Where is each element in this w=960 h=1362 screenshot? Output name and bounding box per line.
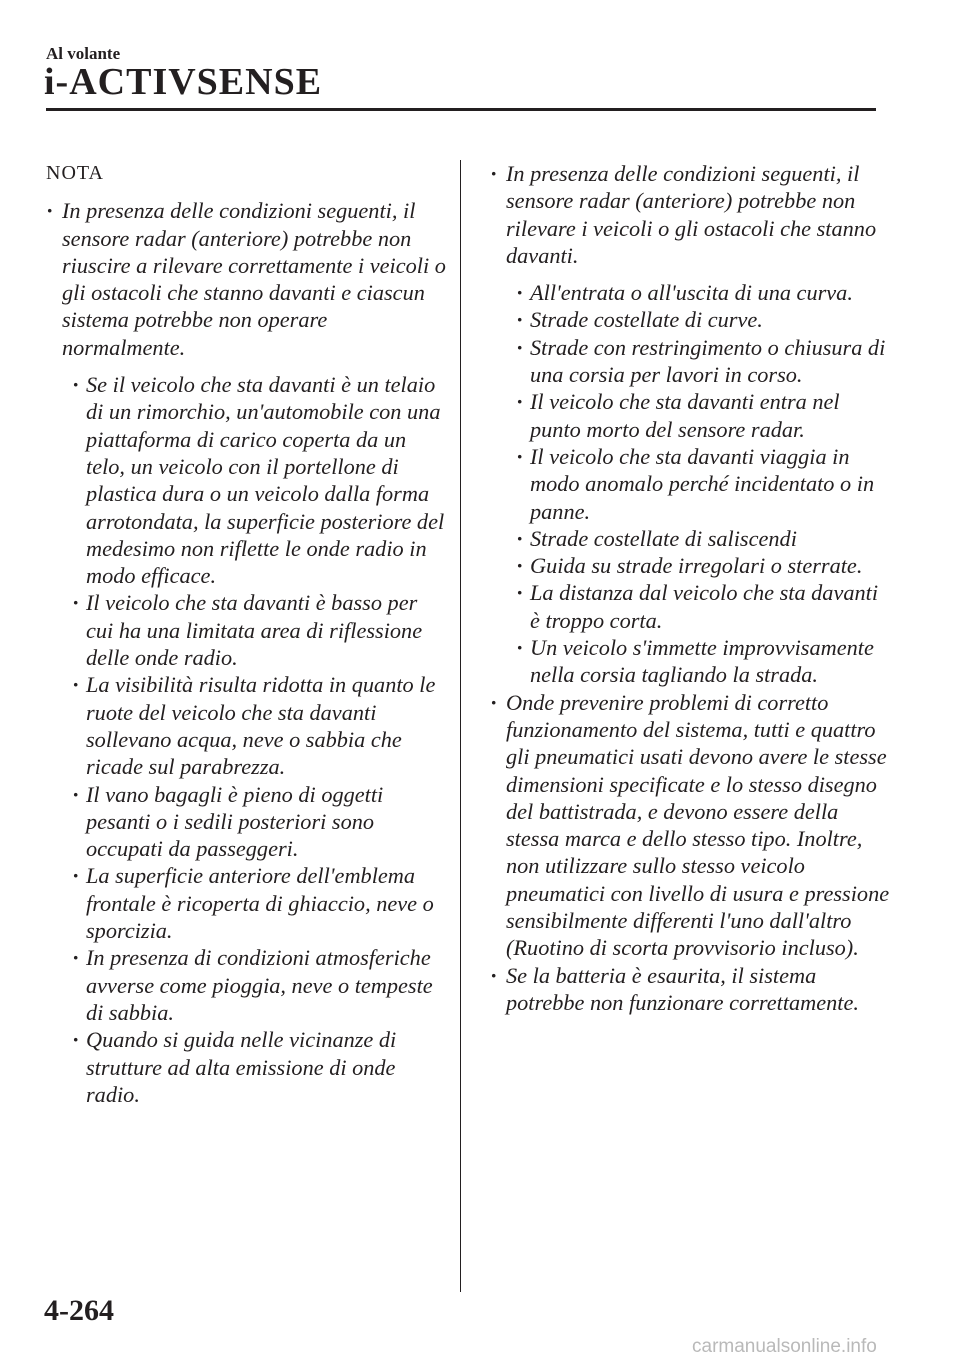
list-item: · Il veicolo che sta davanti entra nel punto morto del sensore radar. <box>490 388 890 443</box>
page-number: 4-264 <box>44 1294 114 1327</box>
note-bullet: · Se la batteria è esaurita, il sistema potrebbe non funzionare correttamente. <box>490 962 890 1017</box>
list-item: · Il vano bagagli è pieno di oggetti pesanti o i sedili posteriori sono occupati da passeggeri. <box>46 781 446 863</box>
list-item: · Strade costellate di saliscendi <box>490 525 890 552</box>
page-title: i-ACTIVSENSE <box>44 61 323 103</box>
list-item: · Strade costellate di curve. <box>490 306 890 333</box>
list-item: · La visibilità risulta ridotta in quanto le ruote del veicolo che sta davanti sollevano acqua, neve o sabbia che ricade sul parabrezza. <box>46 671 446 780</box>
list-item: · Se il veicolo che sta davanti è un telaio di un rimorchio, un'automobile con una piattaforma di carico coperta da un telo, un veicolo con il portellone di plastica dura o un veicolo dalla forma arrotondata, la superficie posteriore del medesimo non riflette le onde radio in modo efficace. <box>46 371 446 589</box>
list-item: · La distanza dal veicolo che sta davanti è troppo corta. <box>490 579 890 634</box>
list-item: · Quando si guida nelle vicinanze di strutture ad alta emissione di onde radio. <box>46 1026 446 1108</box>
list-item: · La superficie anteriore dell'emblema frontale è ricoperta di ghiaccio, neve o sporcizia. <box>46 862 446 944</box>
note-label: NOTA <box>46 162 104 184</box>
left-column <box>46 160 446 1108</box>
header-rule <box>46 108 876 111</box>
column-divider <box>460 160 461 1292</box>
left-lead-bullet: · In presenza delle condizioni seguenti, il sensore radar (anteriore) potrebbe non riuscire a rilevare correttamente i veicoli o gli ostacoli che stanno davanti e ciascun sistema potrebbe non operare normalmente. <box>46 197 446 361</box>
watermark-text: carmanualsonline.info <box>692 1336 877 1357</box>
right-lead-bullet: · In presenza delle condizioni seguenti, il sensore radar (anteriore) potrebbe non rilevare i veicoli o gli ostacoli che stanno davanti. <box>490 160 890 269</box>
right-column <box>490 160 890 1016</box>
list-item: · Guida su strade irregolari o sterrate. <box>490 552 890 579</box>
list-item: · All'entrata o all'uscita di una curva. <box>490 279 890 306</box>
list-item: · Strade con restringimento o chiusura di una corsia per lavori in corso. <box>490 334 890 389</box>
section-label: Al volante <box>46 44 121 63</box>
list-item: · In presenza di condizioni atmosferiche avverse come pioggia, neve o tempeste di sabbia. <box>46 944 446 1026</box>
list-item: · Il veicolo che sta davanti è basso per cui ha una limitata area di riflessione delle onde radio. <box>46 589 446 671</box>
list-item: · Il veicolo che sta davanti viaggia in modo anomalo perché incidentato o in panne. <box>490 443 890 525</box>
note-bullet: · Onde prevenire problemi di corretto funzionamento del sistema, tutti e quattro gli pneumatici usati devono avere le stesse dimensioni specificate e lo stesso disegno del battistrada, e devono essere della stessa marca e dello stesso tipo. Inoltre, non utilizzare sullo stesso veicolo pneumatici con livello di usura e pressione sensibilmente differenti l'uno dall'altro (Ruotino di scorta provvisorio incluso). <box>490 689 890 962</box>
list-item: · Un veicolo s'immette improvvisamente nella corsia tagliando la strada. <box>490 634 890 689</box>
